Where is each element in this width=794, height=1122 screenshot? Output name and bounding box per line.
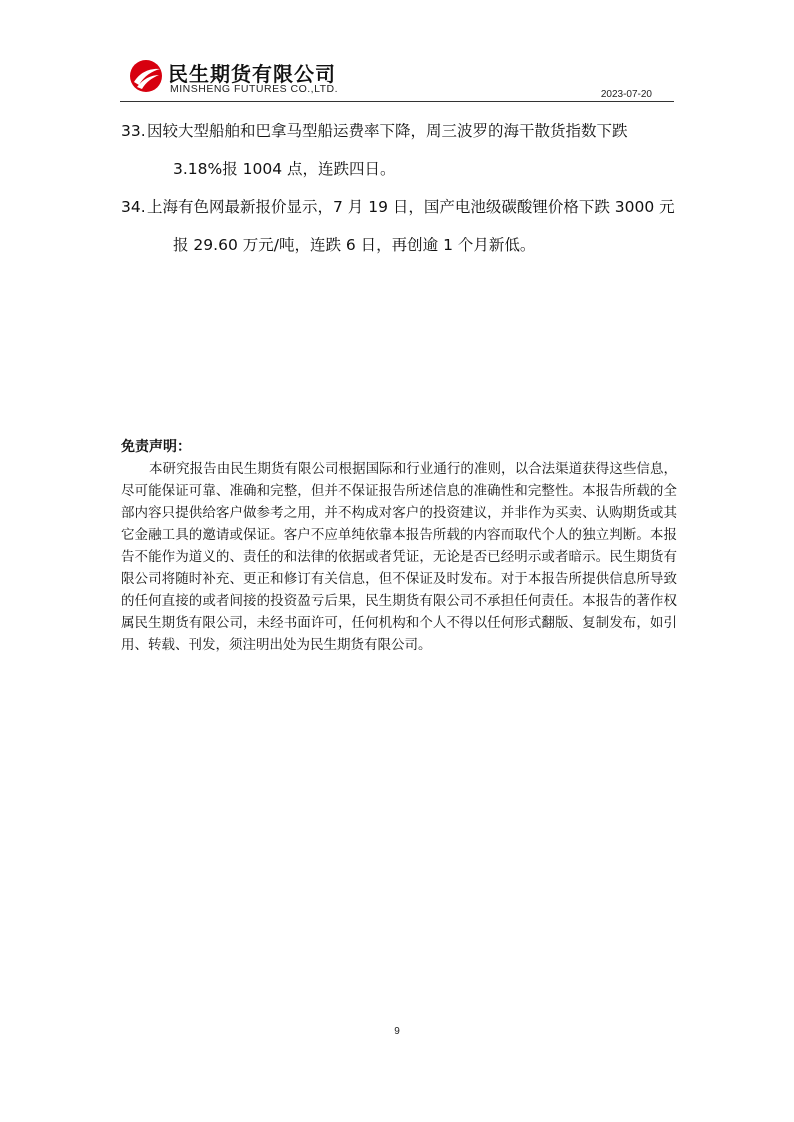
disclaimer-body: 本研究报告由民生期货有限公司根据国际和行业通行的准则，以合法渠道获得这些信息，尽可能保证可靠、准确和完整，但并不保证报告所述信息的准确性和完整性。本报告所载的全部内容只提供给客户做参考之用，并不构成对客户的投资建议，并非作为买卖、认购期货或其它金融工具的邀请或保证。客户不应单纯依靠本报告所载的内容而取代个人的独立判断。本报告不能作为道义的、责任的和法律的依据或者凭证，无论是否已经明示或者暗示。民生期货有限公司将随时补充、更正和修订有关信息，但不保证及时发布。对于本报告所提供信息所导致的任何直接的或者间接的投资盈亏后果，民生期货有限公司不承担任何责任。本报告的著作权属民生期货有限公司，未经书面许可，任何机构和个人不得以任何形式翻版、复制发布，如引用、转载、刊发，须注明出处为民生期货有限公司。 xyxy=(121,461,677,653)
report-date: 2023-07-20 xyxy=(600,89,652,100)
header-divider xyxy=(120,101,674,102)
disclaimer-title: 免责声明： xyxy=(121,439,191,455)
company-name-en: MINSHENG FUTURES CO.,LTD. xyxy=(170,83,339,95)
page-number: 9 xyxy=(394,1026,400,1037)
news-item-text: 上海有色网最新报价显示，7 月 19 日，国产电池级碳酸锂价格下跌 3000 元报 29.60 万元/吨，连跌 6 日，再创逾 1 个月新低。 xyxy=(147,198,675,254)
news-item-text: 因较大型船舶和巴拿马型船运费率下降，周三波罗的海干散货指数下跌 3.18%报 1004 点，连跌四日。 xyxy=(147,122,628,178)
minsheng-swoosh-logo-icon xyxy=(128,58,164,94)
company-name-cn: 民生期货有限公司 xyxy=(168,62,336,86)
news-item-number: 34. xyxy=(121,198,146,216)
news-item xyxy=(121,112,681,188)
disclaimer-section xyxy=(121,436,677,656)
news-item xyxy=(121,188,681,264)
news-item-number: 33. xyxy=(121,122,146,140)
page-header xyxy=(120,52,674,102)
news-list xyxy=(121,112,681,264)
